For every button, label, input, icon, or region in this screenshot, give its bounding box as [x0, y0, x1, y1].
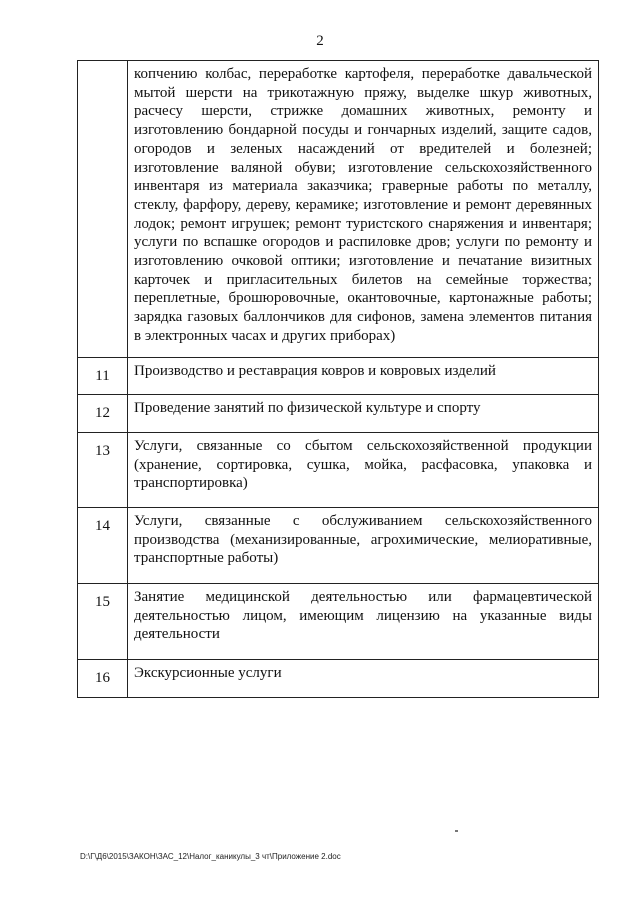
table-row	[78, 584, 599, 660]
row-number: 12	[78, 395, 128, 433]
row-number: 15	[78, 584, 128, 660]
row-text: Экскурсионные услуги	[128, 660, 599, 698]
row-text: Услуги, связанные с обслуживанием сельскохозяйственного производства (механизированные, агрохимические, мелиоративные, транспортные работы)	[128, 508, 599, 584]
row-number	[78, 61, 128, 358]
services-table	[77, 60, 599, 698]
table-row	[78, 508, 599, 584]
table-row	[78, 395, 599, 433]
row-number: 14	[78, 508, 128, 584]
row-text: Занятие медицинской деятельностью или фармацевтической деятельностью лицом, имеющим лицензию на указанные виды деятельности	[128, 584, 599, 660]
table-row	[78, 660, 599, 698]
table-row	[78, 433, 599, 508]
row-text: Услуги, связанные со сбытом сельскохозяйственной продукции (хранение, сортировка, сушка, мойка, расфасовка, упаковка и транспортировка)	[128, 433, 599, 508]
row-text: Производство и реставрация ковров и ковровых изделий	[128, 358, 599, 395]
row-text: копчению колбас, переработке картофеля, переработке давальческой мытой шерсти на трикотажную пряжу, выделке шкур животных, расчесу шерсти, стрижке домашних животных, ремонту и изготовлению бондарной посуды и гончарных изделий, защите садов, огородов и зеленых насаждений от вредителей и болезней; изготовление валяной обуви; изготовление сельскохозяйственного инвентаря из материала заказчика; граверные работы по металлу, стеклу, фарфору, дереву, керамике; изготовление и ремонт деревянных лодок; ремонт игрушек; ремонт туристского снаряжения и инвентаря; услуги по вспашке огородов и распиловке дров; услуги по ремонту и изготовлению очковой оптики; изготовление и печатание визитных карточек и пригласительных билетов на семейные торжества; переплетные, брошюровочные, окантовочные, картонажные работы; зарядка газовых баллончиков для сифонов, замена элементов питания в электронных часах и других приборах)	[128, 61, 599, 358]
table-row	[78, 358, 599, 395]
row-number: 13	[78, 433, 128, 508]
table-row	[78, 61, 599, 358]
scan-speck	[455, 830, 458, 832]
page-number: 2	[316, 33, 324, 49]
row-text: Проведение занятий по физической культуре и спорту	[128, 395, 599, 433]
row-number: 16	[78, 660, 128, 698]
row-number: 11	[78, 358, 128, 395]
file-path-footer: D:\Г\Д6\2015\ЗАКОН\ЗАС_12\Налог_каникулы_3 чт\Приложение 2.doc	[80, 852, 341, 861]
